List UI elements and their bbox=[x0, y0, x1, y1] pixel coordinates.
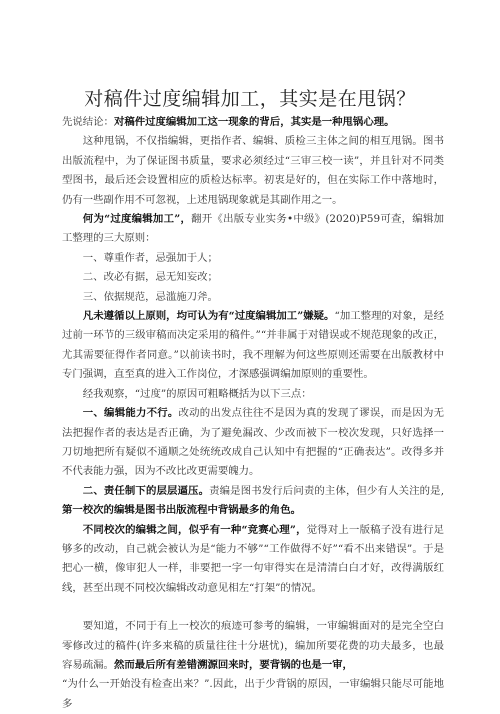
competition-rest: 觉得对上一版稿子没有进行足够多的改动，自己就会被认为是“能力不够”“工作做得不好”“看不出来错误”。于是把心一横，像审犯人一样，非要把一字一句审得实在是清清白白才好，改得满版红线，甚至出现不同校次编辑改动意见相左“打架”的情况。 bbox=[62, 523, 445, 594]
principle-item: 二、改必有据，忌无知妄改； bbox=[82, 271, 218, 284]
definition-rest: 翻开《出版专业实务•中级》(2020)P59可查，编辑加工整理的三大原则： bbox=[62, 213, 444, 245]
paragraph-definition bbox=[62, 210, 444, 249]
paragraph-suspicion bbox=[62, 307, 444, 385]
principle-item: 三、依据规范，忌滥施刀斧。 bbox=[82, 290, 218, 303]
principles-list bbox=[62, 249, 444, 307]
reason-two-bold: 二、责任制下的层层逼压。 bbox=[82, 484, 210, 497]
competition-bold: 不同校次的编辑之间，似乎有一种“竞赛心理”， bbox=[82, 523, 307, 536]
principle-item: 一、尊重作者，忌强加于人； bbox=[82, 251, 218, 264]
paragraph-reason-one bbox=[62, 404, 444, 482]
suspicion-rest: “加工整理的对象，是经过前一环节的三级审稿而决定采用的稿件。”“并非属于对错误或不规范现象的改正，尤其需要征得作者同意。”以前读书时，我不理解为何这些原则还需要在出版教材中专门强调，直至真的进入工作岗位，才深感强调编加原则的重要性。 bbox=[62, 310, 445, 381]
conclusion-lead: 先说结论： bbox=[62, 116, 114, 128]
article-body bbox=[62, 113, 444, 714]
article-title: 对稿件过度编辑加工，其实是在甩锅？ bbox=[84, 88, 416, 110]
definition-bold: 何为“过度编辑加工”， bbox=[82, 213, 192, 226]
paragraph-reason-two bbox=[62, 482, 444, 521]
reason-one-rest: 改动的出发点往往不是因为真的发现了谬误，而是因为无法把握作者的表达是否正确，为了避免漏改、少改而被下一校次发现，只好选择一刀切地把所有疑似不通顺之处统统改成自己认知中有把握的“正确表达”。改得多并不代表能力强，因为不改比改更需要魄力。 bbox=[62, 407, 445, 478]
conclusion-bold: 对稿件过度编辑加工这一现象的背后，其实是一种甩锅心理。 bbox=[113, 116, 395, 128]
conclusion-paragraph bbox=[62, 113, 444, 132]
paragraph-closing: “为什么一开始没有检查出来？”.因此，出于少背锅的原因，一审编辑只能尽可能地多 bbox=[62, 678, 444, 710]
paragraph-competition bbox=[62, 521, 444, 599]
reason-two-rest: 责编是图书发行后问责的主体，但少有人关注的是, bbox=[209, 484, 445, 497]
paragraph-first-review bbox=[62, 617, 444, 675]
reason-one-bold: 一、编辑能力不行。 bbox=[82, 407, 179, 420]
suspicion-bold: 凡未遵循以上原则，均可认为有“过度编辑加工”嫌疑。 bbox=[82, 310, 335, 323]
paragraph-blame: 这种甩锅，不仅指编辑，更指作者、编辑、质检三主体之间的相互甩锅。图书出版流程中，为了保证图书质量，要求必须经过“三审三校一读”，并且针对不同类型图书，最后还会设置相应的质检达标率。初衷是好的，但在实际工作中落地时，仍有一些副作用不可忽视，上述甩锅现象就是其副作用之一。 bbox=[62, 135, 444, 206]
paragraph-reasons-intro: 经我观察，“过度”的原因可粗略概括为以下三点： bbox=[82, 387, 312, 400]
reason-two-bold-2: 第一校次的编辑是图书出版流程中背锅最多的角色。 bbox=[62, 504, 301, 517]
first-review-bold: 然而最后所有差错溯源回来时，要背锅的也是一审， bbox=[113, 658, 353, 671]
first-review-rest: 要知道，不同于有上一校次的痕迹可参考的编辑，一审编辑面对的是完全空白零修改过的稿件(许多来稿的质量往往十分堪忧)，编加所要花费的功夫最多，也最容易疏漏。 bbox=[62, 620, 444, 671]
